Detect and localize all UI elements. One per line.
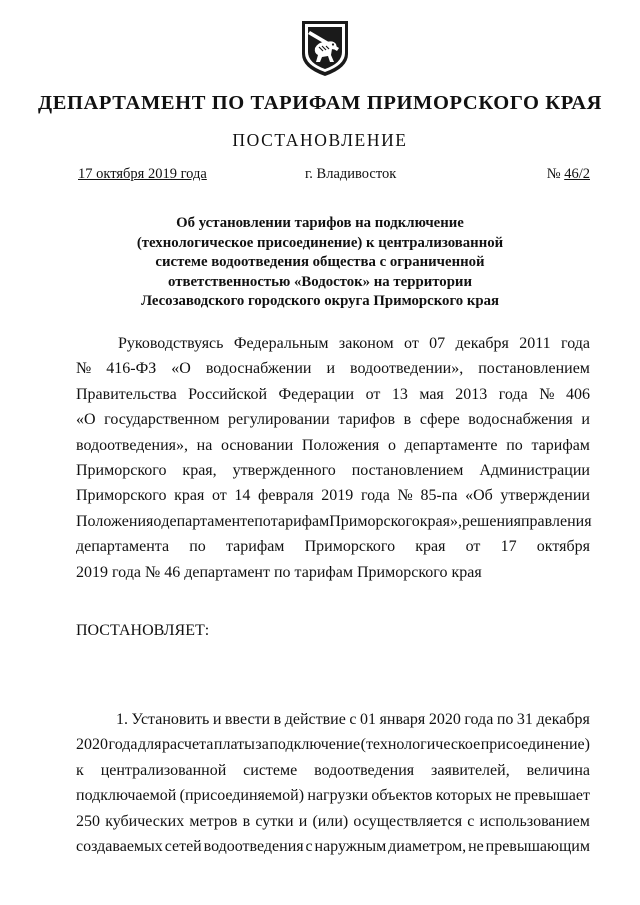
text-line: департамента по тарифам Приморского края от 17 октября — [76, 538, 590, 556]
subject-line: (технологическое присоединение) к централизованной — [136, 234, 504, 251]
coat-of-arms-icon — [299, 18, 351, 78]
document-subject — [60, 214, 580, 312]
text-line: подключаемой (присоединяемой) нагрузки объектов которых не превышает — [76, 787, 590, 805]
subject-line: Лесозаводского городского округа Приморского края — [140, 293, 500, 309]
text-line: создаваемых сетей водоотведения с наружным диаметром, не превышающим — [76, 837, 590, 855]
text-line: Правительства Российской Федерации от 13 мая 2013 года № 406 — [76, 385, 590, 403]
text-line: Приморского края, утвержденного постановлением Администрации — [76, 461, 590, 479]
subject-line: системе водоотведения общества с ограниченной — [155, 254, 485, 270]
text-line: 2020 года для расчета платы за подключение (технологическое присоединение) — [76, 736, 590, 754]
text-line: 250 кубических метров в сутки и (или) осуществляется с использованием — [76, 812, 590, 830]
subject-line: ответственностью «Водосток» на территории — [168, 273, 472, 290]
text-line: к централизованной системе водоотведения заявителей, величина — [76, 761, 590, 779]
text-line: Приморского края от 14 февраля 2019 года № 85-па «Об утверждении — [76, 487, 590, 505]
document-number — [547, 166, 590, 183]
text-line: Руководствуясь Федеральным законом от 07 декабря 2011 года — [118, 335, 590, 352]
number-prefix: № — [546, 166, 565, 182]
text-line: «О государственном регулировании тарифов в сфере водоснабжения и — [76, 411, 590, 429]
preamble-paragraph — [76, 331, 590, 585]
clause-1-paragraph — [76, 707, 590, 859]
text-line: 2019 года № 46 департамент по тарифам Приморского края — [76, 563, 482, 581]
text-line: 1. Установить и ввести в действие с 01 января 2020 года по 31 декабря — [116, 711, 590, 728]
document-type: ПОСТАНОВЛЕНИЕ — [232, 130, 408, 150]
document-date: 17 октября 2019 года — [78, 166, 207, 182]
text-line: водоотведения», на основании Положения о департаменте по тарифам — [76, 436, 590, 454]
text-line: № 416-ФЗ «О водоснабжении и водоотведении», постановлением — [76, 360, 590, 378]
number-value: 46/2 — [564, 166, 590, 182]
document-city: г. Владивосток — [305, 166, 397, 182]
decree-word: ПОСТАНОВЛЯЕТ: — [76, 622, 210, 639]
text-line: Положения о департаменте по тарифам Приморского края», решения правления — [76, 512, 592, 530]
subject-line: Об установлении тарифов на подключение — [176, 215, 464, 231]
organization-title: ДЕПАРТАМЕНТ ПО ТАРИФАМ ПРИМОРСКОГО КРАЯ — [37, 92, 603, 114]
